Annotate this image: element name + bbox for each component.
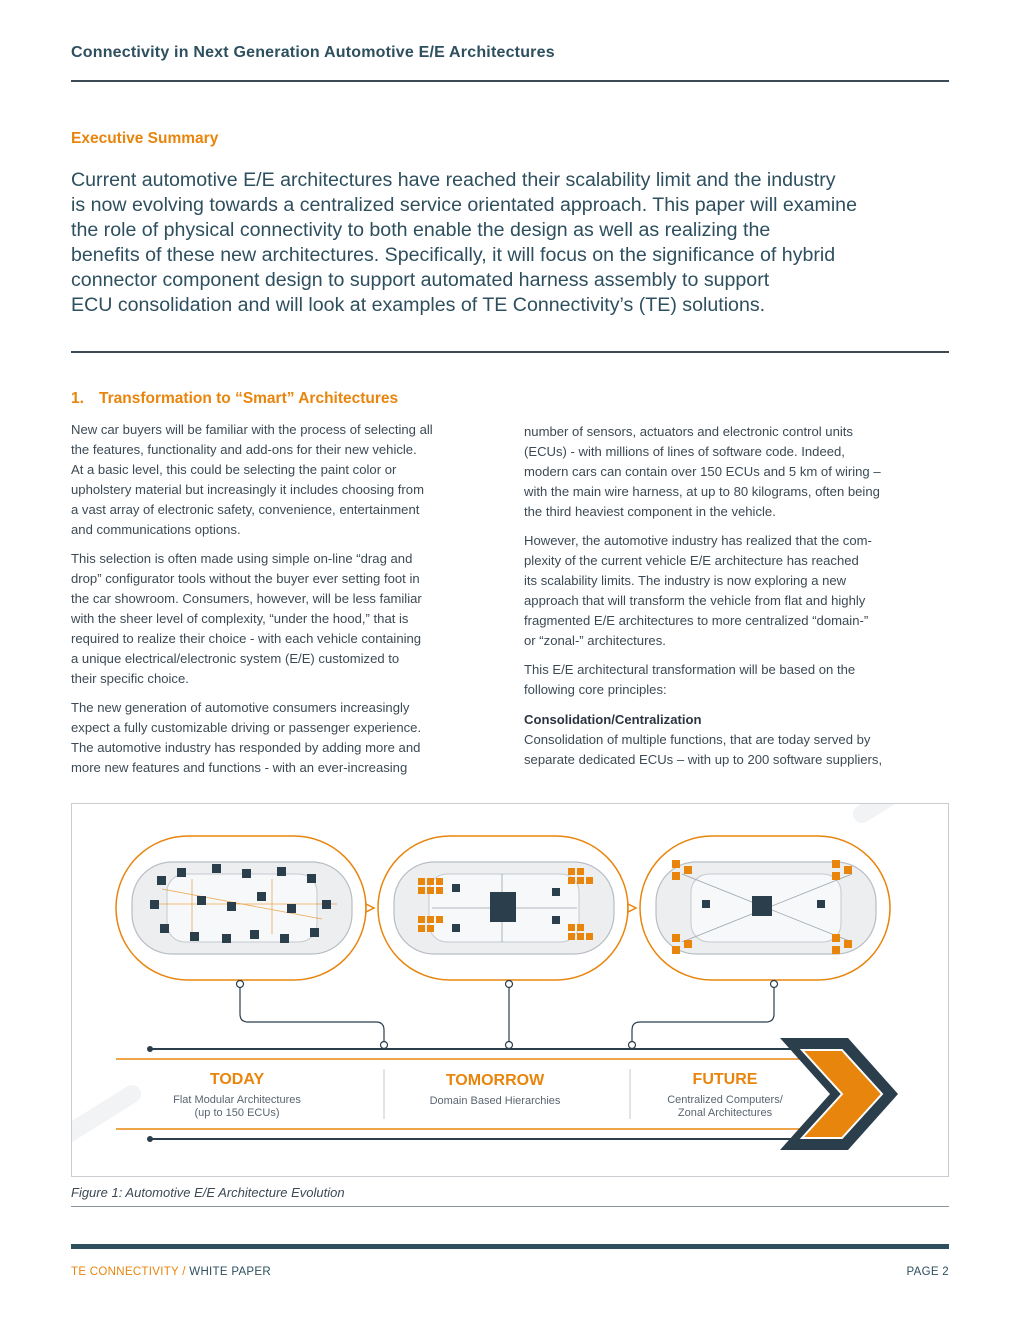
text-line: the features, functionality and add-ons for their new vehicle. (71, 442, 417, 457)
summary-line: ECU consolidation and will look at examples of TE Connectivity’s (TE) solutions. (71, 294, 766, 316)
text-line: following core principles: (524, 682, 667, 697)
summary-line: is now evolving towards a centralized service orientated approach. This paper will examine (71, 194, 857, 216)
text-line: or “zonal-” architectures. (524, 633, 666, 648)
text-line: separate dedicated ECUs – with up to 200 software suppliers, (524, 752, 883, 767)
caption-rule (71, 1206, 949, 1207)
section-title: Transformation to “Smart” Architectures (99, 390, 399, 407)
text-line: drop” configurator tools without the buyer ever setting foot in (71, 571, 420, 586)
summary-line: connector component design to support automated harness assembly to support (71, 269, 770, 291)
header-rule (71, 80, 949, 82)
paragraph (524, 531, 954, 651)
today-car-capsule (116, 836, 374, 980)
text-line: approach that will transform the vehicle from flat and highly (524, 593, 866, 608)
text-line: its scalability limits. The industry is now exploring a new (524, 573, 847, 588)
text-line: a vast array of electronic safety, convenience, entertainment (71, 502, 420, 517)
text-line: expect a fully customizable driving or passenger experience. (71, 720, 422, 735)
text-line: their specific choice. (71, 671, 189, 686)
text-line: number of sensors, actuators and electronic control units (524, 424, 853, 439)
footer-company (71, 1266, 271, 1278)
text-line: This selection is often made using simple on-line “drag and (71, 551, 413, 566)
section-number: 1. (71, 390, 84, 407)
right-column (524, 422, 954, 779)
text-line: a unique electrical/electronic system (E/E) customized to (71, 651, 400, 666)
text-line: required to realize their choice - with each vehicle containing (71, 631, 422, 646)
text-line: New car buyers will be familiar with the process of selecting all (71, 422, 433, 437)
text-line: At a basic level, this could be selecting the paint color or (71, 462, 397, 477)
page-number: PAGE 2 (906, 1266, 949, 1278)
stage-tomorrow-desc: Domain Based Hierarchies (429, 1095, 561, 1107)
executive-summary-heading: Executive Summary (71, 130, 219, 147)
stage-today-desc: (up to 150 ECUs) (194, 1107, 280, 1119)
stage-future-desc: Zonal Architectures (677, 1107, 773, 1119)
left-column (71, 420, 501, 787)
header-title: Connectivity in Next Generation Automotive E/E Architectures (71, 44, 555, 61)
connector-lines (240, 986, 774, 1044)
footer-doc-type: WHITE PAPER (185, 1266, 271, 1278)
text-line: with the main wire harness, at up to 80 kilograms, often being (524, 484, 880, 499)
text-line: the car showroom. Consumers, however, will be less familiar (71, 591, 422, 606)
figure-caption: Figure 1: Automotive E/E Architecture Evolution (71, 1185, 345, 1200)
text-line: The automotive industry has responded by adding more and (71, 740, 421, 755)
forward-chevron-icon (780, 1038, 898, 1150)
paragraph (524, 710, 954, 770)
text-line: However, the automotive industry has realized that the com- (524, 533, 872, 548)
stage-future-title: FUTURE (692, 1071, 758, 1088)
text-line: and communications options. (71, 522, 241, 537)
text-line: fragmented E/E architectures to more centralized “domain-” (524, 613, 869, 628)
text-line: more new features and functions - with an ever-increasing (71, 760, 408, 775)
stage-labels (173, 1071, 784, 1119)
text-line: the third heaviest component in the vehicle. (524, 504, 776, 519)
paragraph (71, 698, 501, 778)
future-car-capsule (640, 836, 890, 980)
tomorrow-car-capsule (378, 836, 636, 980)
figure-graphic (72, 804, 948, 1176)
text-line: modern cars can contain over 150 ECUs and 5 km of wiring – (524, 464, 881, 479)
paragraph (71, 549, 501, 689)
text-line: with the sheer level of complexity, “under the hood,” that is (71, 611, 409, 626)
architecture-evolution-figure (71, 803, 949, 1177)
stage-today-desc: Flat Modular Architectures (173, 1094, 301, 1106)
summary-line: benefits of these new architectures. Specifically, it will focus on the significance of hybrid (71, 244, 836, 266)
text-line: Consolidation of multiple functions, that are today served by (524, 732, 871, 747)
footer-rule (71, 1244, 949, 1249)
paragraph (524, 422, 954, 522)
stage-future-desc: Centralized Computers/ (667, 1094, 783, 1106)
text-line: upholstery material but increasingly it includes choosing from (71, 482, 424, 497)
summary-line: Current automotive E/E architectures have reached their scalability limit and the industry (71, 169, 836, 191)
executive-summary-text (71, 168, 956, 318)
text-line: (ECUs) - with millions of lines of software code. Indeed, (524, 444, 845, 459)
subheading: Consolidation/Centralization (524, 712, 702, 727)
footer-company-name: TE CONNECTIVITY / (71, 1266, 186, 1278)
section-heading (71, 390, 398, 408)
connector-nodes (237, 981, 778, 1049)
paragraph (524, 660, 954, 700)
stage-tomorrow-title: TOMORROW (445, 1072, 545, 1089)
summary-rule (71, 351, 949, 353)
summary-line: the role of physical connectivity to both enable the design as well as realizing the (71, 219, 771, 241)
paragraph (71, 420, 501, 540)
text-line: The new generation of automotive consumers increasingly (71, 700, 410, 715)
text-line: This E/E architectural transformation will be based on the (524, 662, 856, 677)
stage-today-title: TODAY (209, 1071, 265, 1088)
text-line: plexity of the current vehicle E/E architecture has reached (524, 553, 859, 568)
